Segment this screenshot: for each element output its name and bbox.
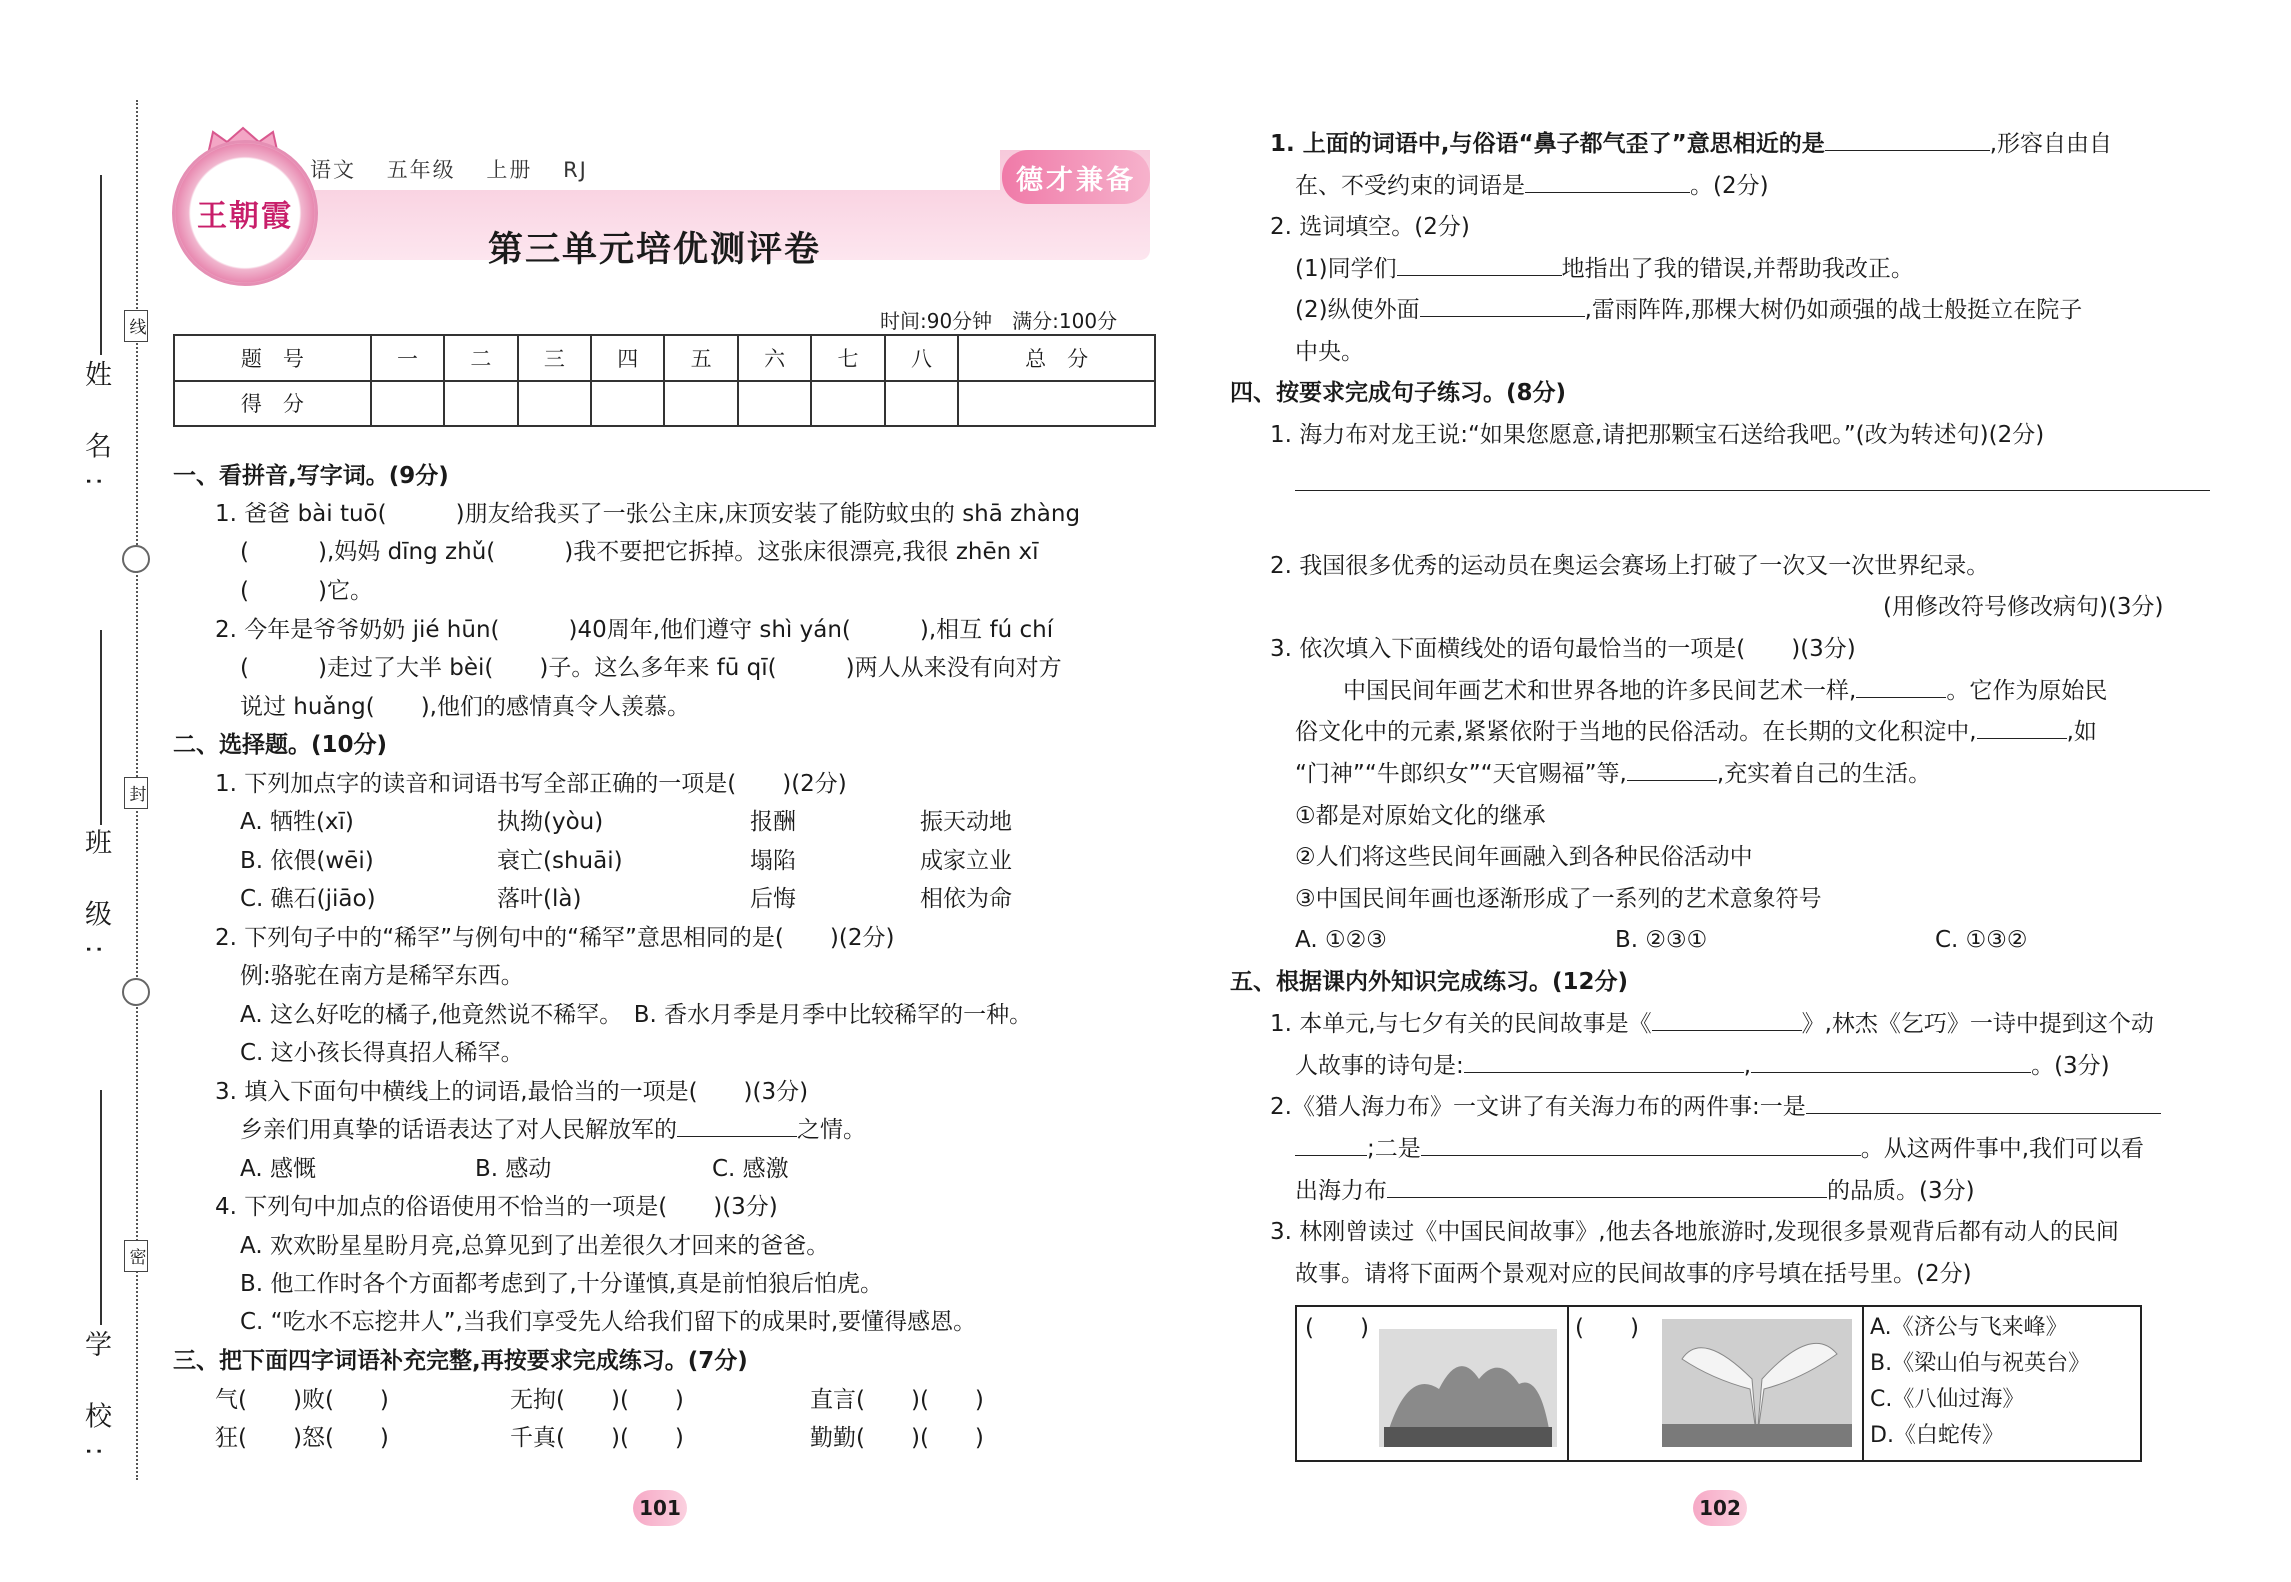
s3-idiom: 气( )败( ) [215, 1387, 389, 1413]
s2-q3-opt: A. 感慨 [240, 1156, 316, 1182]
brand-logo [172, 140, 318, 286]
s4-q3-blank-2[interactable] [1977, 737, 2067, 739]
s2-q1-opt: 衰亡(shuāi) [497, 848, 623, 874]
score-header-cell: 三 [518, 335, 591, 381]
page-number-left: 101 [633, 1490, 687, 1526]
s2-q1: 1. 下列加点字的读音和词语书写全部正确的一项是( )(2分) [215, 771, 847, 797]
s2-q3-opt: B. 感动 [475, 1156, 552, 1182]
score-header-cell: 一 [371, 335, 444, 381]
s2-q3: 3. 填入下面句中横线上的词语,最恰当的一项是( )(3分) [215, 1079, 809, 1105]
r-q1-blank-1[interactable] [1825, 149, 1990, 151]
s2-q3-sentence-b: 之情。 [797, 1117, 866, 1143]
r-q1-line-b [1295, 175, 1769, 198]
s4-q3-blank-1[interactable] [1856, 696, 1946, 698]
s5-q1-text-b: 》,林杰《乞巧》一诗中提到这个动 [1801, 1011, 2154, 1037]
school-field[interactable] [100, 1090, 102, 1325]
s5-q2-blank-3[interactable] [1387, 1196, 1827, 1198]
r-q1-text-c: 在、不受约束的词语是 [1295, 173, 1525, 199]
s3-idiom: 千真( )( ) [510, 1425, 684, 1451]
s5-q1-text-d: , [1743, 1053, 1752, 1079]
s4-q3-opt: A. ①②③ [1295, 927, 1387, 953]
r-q1-text-a: 1. 上面的词语中,与俗语“鼻子都气歪了”意思相近的是 [1270, 131, 1825, 157]
s5-q1-blank-story[interactable] [1652, 1029, 1802, 1031]
s4-q3-choice-2: ②人们将这些民间年画融入到各种民俗活动中 [1295, 844, 1753, 870]
s5-q1-line-b [1295, 1055, 2110, 1078]
slogan-badge: 德才兼备 [1002, 150, 1150, 204]
s2-q2-option-c: C. 这小孩长得真招人稀罕。 [240, 1040, 524, 1066]
r-q2-item-2 [1295, 299, 2082, 322]
s1-q2-line-a: 2. 今年是爷爷奶奶 jié hūn( )40周年,他们遵守 shì yán( ),相互 fú chí [215, 617, 1054, 643]
s4-q3-opt: C. ①③② [1935, 927, 2028, 953]
s4-q2-note: (用修改符号修改病句)(3分) [1883, 594, 2164, 620]
s2-q2-example: 例:骆驼在南方是稀罕东西。 [240, 963, 524, 989]
s4-q3-p1-text-a: 中国民间年画艺术和世界各地的许多民间艺术一样, [1343, 678, 1857, 704]
s5-q1-blank-line2[interactable] [1751, 1071, 2031, 1073]
class-field[interactable] [100, 630, 102, 825]
s2-q1-opt: 后悔 [750, 886, 796, 912]
name-field[interactable] [100, 175, 102, 355]
r-q1-text-b: ,形容自由自 [1989, 131, 2113, 157]
score-header-cell: 题 号 [174, 335, 371, 381]
page-number-right: 102 [1693, 1490, 1747, 1526]
s5-q1-text-c: 人故事的诗句是: [1295, 1053, 1464, 1079]
score-row-label: 得 分 [174, 381, 371, 427]
score-cell[interactable] [371, 381, 444, 427]
s1-q1-line-a: 1. 爸爸 bài tuō( )朋友给我买了一张公主床,床顶安装了能防蚊虫的 shā zhàng [215, 501, 1081, 527]
s4-q3-choice-1: ①都是对原始文化的继承 [1295, 803, 1546, 829]
score-header-cell: 八 [885, 335, 958, 381]
s4-q3-p2-text-a: 俗文化中的元素,紧紧依附于当地的民俗活动。在长期的文化积淀中, [1295, 719, 1977, 745]
section-5-title: 五、根据课内外知识完成练习。(12分) [1230, 969, 1629, 995]
r-q2-1-text-a: (1)同学们 [1295, 256, 1397, 282]
s1-q2-line-c: 说过 huǎng( ),他们的感情真令人羡慕。 [240, 694, 690, 720]
s5-q2-text-e: 的品质。(3分) [1827, 1178, 1975, 1204]
score-header-cell: 六 [738, 335, 811, 381]
score-cell[interactable] [811, 381, 884, 427]
score-table [173, 334, 1156, 427]
s2-q4-opt-b: B. 他工作时各个方面都考虑到了,十分谨慎,真是前怕狼后怕虎。 [240, 1271, 884, 1297]
statue-group-icon [1379, 1329, 1557, 1447]
volume: 上册 [486, 158, 533, 182]
s3-idiom: 狂( )怒( ) [215, 1425, 389, 1451]
r-q2-2-text-b: ,雷雨阵阵,那棵大树仍如顽强的战士般挺立在院子 [1584, 297, 2083, 323]
grade: 五年级 [386, 158, 456, 182]
s2-q4-opt-c: C. “吃水不忘挖井人”,当我们享受先人给我们留下的成果时,要懂得感恩。 [240, 1309, 977, 1335]
s4-q3-choice-3: ③中国民间年画也逐渐形成了一系列的艺术意象符号 [1295, 886, 1822, 912]
r-q1-line-a [1270, 133, 2112, 156]
score-cell[interactable] [664, 381, 737, 427]
s2-q1-opt: 执拗(yòu) [497, 809, 604, 835]
butterfly-statue-icon [1662, 1319, 1852, 1447]
s5-q2-text-a: 2.《猎人海力布》一文讲了有关海力布的两件事:一是 [1270, 1094, 1806, 1120]
s1-q2-line-b: ( )走过了大半 bèi( )子。这么多年来 fū qī( )两人从来没有向对方 [240, 655, 1062, 681]
score-cell[interactable] [738, 381, 811, 427]
s2-q1-opt: C. 礁石(jiāo) [240, 886, 376, 912]
landscape-cell-1 [1297, 1307, 1569, 1460]
s3-idiom: 勤勤( )( ) [810, 1425, 984, 1451]
sculpture-photo-2 [1662, 1319, 1852, 1447]
edition: RJ [563, 158, 588, 182]
score-header-cell: 四 [591, 335, 664, 381]
score-header-cell: 总 分 [958, 335, 1155, 381]
score-header-cell: 二 [444, 335, 517, 381]
page-title: 第三单元培优测评卷 [488, 230, 822, 270]
score-header-cell: 七 [811, 335, 884, 381]
score-cell[interactable] [885, 381, 958, 427]
answer-paren[interactable]: ( ) [1575, 1315, 1639, 1341]
s4-q3: 3. 依次填入下面横线处的语句最恰当的一项是( )(3分) [1270, 636, 1856, 662]
s5-q2-blank-1b[interactable] [1295, 1154, 1367, 1156]
s5-q2-text-d: 出海力布 [1295, 1178, 1387, 1204]
s3-idiom: 直言( )( ) [810, 1387, 984, 1413]
r-q2-1-blank[interactable] [1397, 274, 1562, 276]
s2-q3-opt: C. 感激 [712, 1156, 789, 1182]
r-q2-item-2-cont: 中央。 [1295, 339, 1364, 365]
score-header-cell: 五 [664, 335, 737, 381]
section-2-title: 二、选择题。(10分) [173, 732, 388, 758]
logo-text: 王朝霞 [197, 199, 293, 234]
s4-q2: 2. 我国很多优秀的运动员在奥运会赛场上打破了一次又一次世界纪录。 [1270, 553, 1990, 579]
school-label: 学 校: [80, 1330, 111, 1474]
s2-q1-opt: 塌陷 [750, 848, 796, 874]
r-q1-text-d: 。(2分) [1690, 173, 1769, 199]
s4-q3-para-3 [1295, 763, 1931, 786]
landscape-cell-2 [1567, 1307, 1864, 1460]
score-cell[interactable] [444, 381, 517, 427]
s2-q1-opt: A. 牺牲(xī) [240, 809, 354, 835]
landscape-table [1295, 1305, 2142, 1462]
r-q2-item-1 [1295, 258, 1914, 281]
s5-q1-line-a [1270, 1013, 2154, 1036]
s3-idiom: 无拘( )( ) [510, 1387, 684, 1413]
s4-q3-para-1 [1343, 680, 2107, 703]
s4-q1-answer-line[interactable] [1295, 490, 2210, 491]
s4-q3-para-2 [1295, 721, 2097, 744]
s5-q2-text-c: 。从这两件事中,我们可以看 [1860, 1136, 2145, 1162]
s2-q4: 4. 下列句中加点的俗语使用不恰当的一项是( )(3分) [215, 1194, 778, 1220]
s2-q1-opt: 振天动地 [920, 809, 1012, 835]
s2-q1-opt: 相依为命 [920, 886, 1012, 912]
section-4-title: 四、按要求完成句子练习。(8分) [1230, 380, 1567, 406]
s2-q1-opt: 成家立业 [920, 848, 1012, 874]
s2-q1-opt: 落叶(là) [497, 886, 582, 912]
s5-q2-blank-2[interactable] [1421, 1154, 1861, 1156]
binding-mark-mi: 密 [124, 1240, 148, 1272]
subject-name: 语文 [310, 158, 356, 182]
sculpture-photo-1 [1379, 1329, 1557, 1447]
section-3-title: 三、把下面四字词语补充完整,再按要求完成练习。(7分) [173, 1348, 748, 1374]
r-q2-2-text-a: (2)纵使外面 [1295, 297, 1420, 323]
s5-q3-line-a: 3. 林刚曾读过《中国民间故事》,他去各地旅游时,发现很多景观背后都有动人的民间 [1270, 1219, 2119, 1245]
s5-q3-line-b: 故事。请将下面两个景观对应的民间故事的序号填在括号里。(2分) [1295, 1261, 1972, 1287]
s2-q3-blank[interactable] [677, 1135, 797, 1137]
name-label: 姓 名: [80, 360, 111, 504]
score-cell[interactable] [591, 381, 664, 427]
s5-q1-text-e: 。(3分) [2031, 1053, 2110, 1079]
s5-q2-line-b [1295, 1138, 2144, 1161]
subject-line [310, 154, 610, 184]
s4-q3-p1-text-b: 。它作为原始民 [1946, 678, 2108, 704]
binding-hole-icon [122, 978, 150, 1006]
s2-q2-options-ab: A. 这么好吃的橘子,他竟然说不稀罕。 B. 香水月季是月季中比较稀罕的一种。 [240, 1002, 1033, 1028]
s5-q2-line-c [1295, 1180, 1975, 1203]
s2-q2: 2. 下列句子中的“稀罕”与例句中的“稀罕”意思相同的是( )(2分) [215, 925, 895, 951]
s4-q3-blank-3[interactable] [1627, 779, 1717, 781]
s4-q1: 1. 海力布对龙王说:“如果您愿意,请把那颗宝石送给我吧。”(改为转述句)(2分) [1270, 422, 2045, 448]
story-option: D.《白蛇传》 [1870, 1423, 2004, 1448]
r-q1-blank-2[interactable] [1525, 191, 1690, 193]
s5-q1-text-a: 1. 本单元,与七夕有关的民间故事是《 [1270, 1011, 1652, 1037]
story-options [1862, 1307, 2140, 1460]
r-q2-2-blank[interactable] [1420, 315, 1585, 317]
binding-hole-icon [122, 545, 150, 573]
s2-q3-sentence-a: 乡亲们用真挚的话语表达了对人民解放军的 [240, 1117, 677, 1143]
s4-q3-p3-text-a: “门神”“牛郎织女”“天官赐福”等, [1295, 761, 1627, 787]
r-q2: 2. 选词填空。(2分) [1270, 214, 1470, 240]
s4-q3-p2-text-b: ,如 [2066, 719, 2097, 745]
time-info: 时间:90分钟 满分:100分 [880, 309, 1118, 333]
binding-mark-xian: 线 [124, 310, 148, 342]
s1-q1-line-b: ( ),妈妈 dīng zhǔ( )我不要把它拆掉。这张床很漂亮,我很 zhēn xī [240, 539, 1039, 565]
r-q2-1-text-b: 地指出了我的错误,并帮助我改正。 [1561, 256, 1914, 282]
score-value-row [174, 381, 1155, 427]
section-1-title: 一、看拼音,写字词。(9分) [173, 463, 449, 489]
s4-q3-opt: B. ②③① [1615, 927, 1708, 953]
score-header-row [174, 335, 1155, 381]
binding-mark-feng: 封 [124, 777, 148, 809]
s5-q2-text-b: ;二是 [1367, 1136, 1421, 1162]
s2-q1-opt: 报酬 [750, 809, 796, 835]
s2-q1-opt: B. 依偎(wēi) [240, 848, 374, 874]
s5-q1-blank-line1[interactable] [1464, 1071, 1744, 1073]
story-option: B.《梁山伯与祝英台》 [1870, 1351, 2091, 1376]
score-cell[interactable] [518, 381, 591, 427]
story-option: C.《八仙过海》 [1870, 1387, 2025, 1412]
story-option: A.《济公与飞来峰》 [1870, 1315, 2068, 1340]
s5-q2-line-a [1270, 1096, 2161, 1119]
class-label: 班 级: [80, 828, 111, 972]
score-cell[interactable] [958, 381, 1155, 427]
s1-q1-line-c: ( )它。 [240, 578, 373, 604]
s5-q2-blank-1a[interactable] [1806, 1112, 2161, 1114]
s2-q3-sentence [240, 1119, 866, 1142]
s4-q3-p3-text-b: ,充实着自己的生活。 [1716, 761, 1932, 787]
s2-q4-opt-a: A. 欢欢盼星星盼月亮,总算见到了出差很久才回来的爸爸。 [240, 1233, 830, 1259]
answer-paren[interactable]: ( ) [1305, 1315, 1369, 1341]
